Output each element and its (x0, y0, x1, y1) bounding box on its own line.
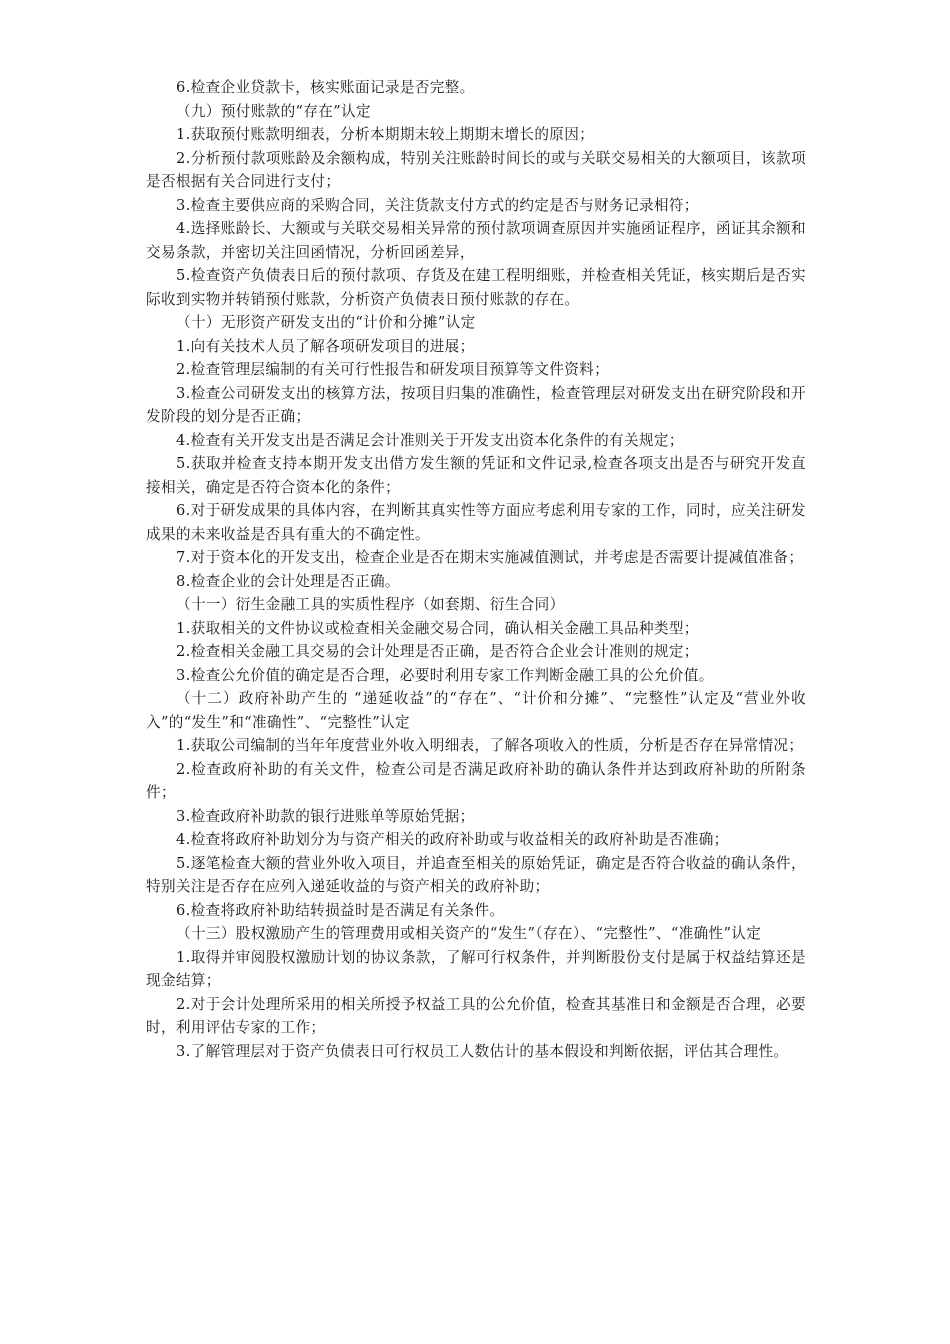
paragraph: 4.检查将政府补助划分为与资产相关的政府补助或与收益相关的政府补助是否准确； (176, 831, 729, 848)
paragraph: 1.获取公司编制的当年年度营业外收入明细表，了解各项收入的性质，分析是否存在异常情况； (176, 737, 804, 754)
paragraph: 5.获取并检查支持本期开发支出借方发生额的凭证和文件记录,检查各项支出是否与研究开发直接相关，确定是否符合资本化的条件； (146, 455, 806, 496)
paragraph: 1.取得并审阅股权激励计划的协议条款，了解可行权条件，并判断股份支付是属于权益结算还是现金结算； (146, 948, 806, 989)
paragraph: 1.获取预付账款明细表，分析本期期末较上期期末增长的原因； (176, 126, 595, 143)
paragraph: 6.检查将政府补助结转损益时是否满足有关条件。 (176, 901, 505, 919)
section-heading: （十三）股权激励产生的管理费用或相关资产的“发生”（存在）、“完整性”、“准确性”认定 (176, 925, 762, 942)
paragraph: 3.检查公司研发支出的核算方法，按项目归集的准确性，检查管理层对研发支出在研究阶段和开发阶段的划分是否正确； (146, 384, 806, 425)
document-body (146, 76, 806, 1063)
paragraph: 3.检查主要供应商的采购合同，关注货款支付方式的约定是否与财务记录相符； (176, 196, 699, 214)
paragraph: 1.获取相关的文件协议或检查相关金融交易合同，确认相关金融工具品种类型； (176, 619, 699, 637)
section-heading: （九）预付账款的“存在”认定 (176, 102, 371, 120)
section-heading: （十二）政府补助产生的 “递延收益”的“存在”、“计价和分摊”、“完整性”认定及“营业外收入”的“发生”和“准确性”、“完整性”认定 (146, 690, 806, 731)
paragraph: 4.检查有关开发支出是否满足会计准则关于开发支出资本化条件的有关规定； (176, 431, 684, 449)
paragraph: 2.检查管理层编制的有关可行性报告和研发项目预算等文件资料； (176, 361, 610, 378)
paragraph: 2.对于会计处理所采用的相关所授予权益工具的公允价值，检查其基准日和金额是否合理，必要时，利用评估专家的工作； (146, 995, 806, 1036)
paragraph: 2.分析预付款项账龄及余额构成，特别关注账龄时间长的或与关联交易相关的大额项目，该款项是否根据有关合同进行支付； (146, 149, 806, 190)
paragraph: 4.选择账龄长、大额或与关联交易相关异常的预付款项调查原因并实施函证程序，函证其余额和交易条款，并密切关注回函情况，分析回函差异， (146, 220, 806, 261)
paragraph: 3.了解管理层对于资产负债表日可行权员工人数估计的基本假设和判断依据，评估其合理性。 (176, 1042, 789, 1060)
section-heading: （十一）衍生金融工具的实质性程序（如套期、衍生合同） (176, 596, 565, 613)
paragraph: 5.检查资产负债表日后的预付款项、存货及在建工程明细账，并检查相关凭证，核实期后是否实际收到实物并转销预付账款，分析资产负债表日预付账款的存在。 (146, 267, 806, 308)
paragraph: 8.检查企业的会计处理是否正确。 (176, 572, 400, 590)
paragraph: 1.向有关技术人员了解各项研发项目的进展； (176, 337, 475, 355)
paragraph: 7.对于资本化的开发支出，检查企业是否在期末实施减值测试，并考虑是否需要计提减值准备； (176, 549, 804, 566)
paragraph: 3.检查公允价值的确定是否合理，必要时利用专家工作判断金融工具的公允价值。 (176, 666, 714, 684)
section-heading: （十）无形资产研发支出的“计价和分摊”认定 (176, 314, 476, 331)
paragraph: 5.逐笔检查大额的营业外收入项目，并追查至相关的原始凭证，确定是否符合收益的确认条件，特别关注是否存在应列入递延收益的与资产相关的政府补助； (146, 854, 806, 895)
paragraph: 2.检查相关金融工具交易的会计处理是否正确，是否符合企业会计准则的规定； (176, 643, 699, 660)
paragraph: 6.对于研发成果的具体内容，在判断其真实性等方面应考虑利用专家的工作，同时，应关注研发成果的未来收益是否具有重大的不确定性。 (146, 502, 806, 543)
paragraph: 6.检查企业贷款卡，核实账面记录是否完整。 (176, 79, 475, 96)
paragraph: 2.检查政府补助的有关文件，检查公司是否满足政府补助的确认条件并达到政府补助的所附条件； (146, 760, 806, 801)
paragraph: 3.检查政府补助款的银行进账单等原始凭据； (176, 807, 475, 825)
